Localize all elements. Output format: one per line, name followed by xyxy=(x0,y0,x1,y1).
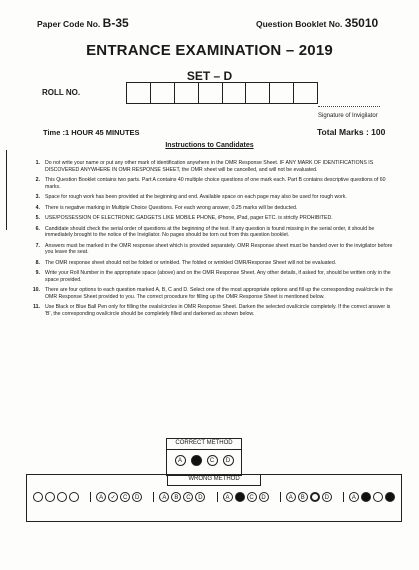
bubble-filled xyxy=(385,492,395,502)
instruction-item xyxy=(30,287,396,300)
time-allowed: Time :1 HOUR 45 MINUTES xyxy=(43,128,140,137)
roll-number-boxes[interactable] xyxy=(126,82,318,104)
instruction-text: The OMR response sheet should not be folded or wrinkled. The folded or wrinkled OMR/Response Sheet will not be evaluated. xyxy=(45,259,337,266)
instruction-item xyxy=(30,243,396,256)
instruction-text: USE/POSSESSION OF ELECTRONIC GADGETS LIKE MOBILE PHONE, iPhone, iPad, pager ETC. is strictly PROHIBITED. xyxy=(45,215,333,221)
bubble: A xyxy=(286,492,296,502)
total-marks: Total Marks : 100 xyxy=(317,127,386,137)
roll-label: ROLL NO. xyxy=(42,88,81,97)
booklet-number xyxy=(256,16,378,30)
bubble: A xyxy=(159,492,169,502)
roll-digit-box[interactable] xyxy=(175,83,199,103)
bubble: A xyxy=(349,492,359,502)
roll-digit-box[interactable] xyxy=(294,83,317,103)
bubble xyxy=(69,492,79,502)
instruction-item xyxy=(30,226,396,239)
bubble-ring xyxy=(310,492,320,502)
paper-code-value: B-35 xyxy=(102,16,129,30)
bubble xyxy=(33,492,43,502)
roll-digit-box[interactable] xyxy=(223,83,247,103)
instruction-number: 9. xyxy=(35,270,40,276)
margin-mark xyxy=(6,150,7,230)
instruction-number: 11. xyxy=(33,304,40,310)
instruction-text: Space for rough work has been provided at the beginning and end. Available space on each page may also be used for rough work. xyxy=(45,194,347,200)
bubble: B xyxy=(298,492,308,502)
wrong-method-box xyxy=(26,474,402,522)
instruction-number: 1. xyxy=(35,160,40,166)
wrong-group-tick xyxy=(90,492,144,502)
instruction-number: 5. xyxy=(35,215,40,221)
wrong-group-empty xyxy=(31,492,81,502)
instruction-number: 6. xyxy=(35,225,40,232)
instruction-item xyxy=(30,215,396,222)
roll-digit-box[interactable] xyxy=(246,83,270,103)
bubble-filled xyxy=(235,492,245,502)
instruction-item xyxy=(30,270,396,283)
instruction-text: Candidate should check the serial order of questions at the beginning of the test. If any question is found missing in the serial order, it should be immediately brought to the notice of the Invigilator. No pages should be torn out from this question booklet. xyxy=(45,225,375,238)
bubble xyxy=(45,492,55,502)
instruction-item xyxy=(30,194,396,201)
wrong-group-ring xyxy=(280,492,334,502)
correct-method-box xyxy=(166,438,242,476)
booklet-label: Question Booklet No. xyxy=(256,19,343,29)
bubble: C xyxy=(120,492,130,502)
instruction-number: 3. xyxy=(35,194,40,200)
bubble: A xyxy=(223,492,233,502)
bubble xyxy=(57,492,67,502)
bubble xyxy=(373,492,383,502)
instruction-item xyxy=(30,160,396,173)
roll-digit-box[interactable] xyxy=(127,83,151,103)
bubble-d: D xyxy=(223,455,234,466)
booklet-value: 35010 xyxy=(344,16,379,30)
correct-method-label: CORRECT METHOD xyxy=(167,439,241,450)
tick-bubble: ✓ xyxy=(108,492,118,502)
wrong-group-unmarked xyxy=(153,492,207,502)
instruction-number: 4. xyxy=(35,204,40,211)
wrong-method-label: WRONG METHOD xyxy=(167,475,261,486)
paper-code-label: Paper Code No. xyxy=(37,19,101,29)
instruction-text: Write your Roll Number in the appropriate space (above) and on the OMR Response Sheet. Any other details, if asked for, should be written only in the space provided. xyxy=(45,270,391,283)
bubble: D xyxy=(195,492,205,502)
bubble: B xyxy=(171,492,181,502)
instruction-text: There is negative marking in Multiple Choice Questions. For each wrong answer, 0.25 marks will be deducted. xyxy=(45,204,298,211)
set-label: SET – D xyxy=(186,69,233,83)
instruction-item xyxy=(30,205,396,212)
bubble: D xyxy=(132,492,142,502)
instruction-text: There are four options to each question marked A, B, C and D. Select one of the most appropriate options and fill up the corresponding oval/circle in the OMR Response Sheet provided to you. The correct procedure for filling up the OMR Response Sheet is mentioned below. xyxy=(45,287,393,300)
correct-bubbles xyxy=(167,450,241,466)
bubble-b-filled xyxy=(191,455,202,466)
instruction-number: 8. xyxy=(35,259,40,266)
bubble: D xyxy=(259,492,269,502)
bubble-filled xyxy=(361,492,371,502)
bubble: D xyxy=(322,492,332,502)
roll-digit-box[interactable] xyxy=(270,83,294,103)
instructions-heading: Instructions to Candidates xyxy=(165,142,254,149)
signature-line[interactable] xyxy=(318,106,380,107)
bubble: C xyxy=(183,492,193,502)
instruction-item xyxy=(30,177,396,190)
instruction-number: 2. xyxy=(35,177,40,183)
roll-digit-box[interactable] xyxy=(151,83,175,103)
wrong-group-single-fill xyxy=(217,492,271,502)
roll-digit-box[interactable] xyxy=(199,83,223,103)
paper-code xyxy=(37,16,129,30)
instruction-number: 7. xyxy=(35,242,40,249)
bubble: A xyxy=(96,492,106,502)
instruction-text: Answers must be marked in the OMR response sheet which is provided separately. OMR Response sheet must be handed over to the invigilator before you leave the seat. xyxy=(45,242,393,255)
instruction-item xyxy=(30,260,396,267)
instruction-text: Use Black or Blue Ball Pen only for filling the ovals/circles in OMR Response Sheet. Darken the selected oval/circle completely. If the correct answer is 'B', the corresponding oval/circle should be completely filled and darkened as shown below. xyxy=(45,304,391,317)
bubble-c: C xyxy=(207,455,218,466)
exam-title: ENTRANCE EXAMINATION – 2019 xyxy=(86,42,333,59)
instruction-text: Do not write your name or put any other mark of identification anywhere in the OMR Response Sheet. IF ANY MARK OF IDENTIFICATIONS IS DISCOVERED ANYWHERE IN OMR RESPONSE SHEET, the OMR sheet will be cancelled, and will not be evaluated. xyxy=(45,160,374,173)
instruction-item xyxy=(30,304,396,317)
wrong-bubbles xyxy=(27,486,401,502)
signature-label: Signature of Invigilator xyxy=(318,113,378,119)
instructions-list xyxy=(30,160,396,317)
instruction-text: This Question Booklet contains two parts. Part A contains 40 multiple choice questions of one mark each. Part B contains descriptive questions of 60 marks. xyxy=(45,177,386,190)
bubble: C xyxy=(247,492,257,502)
instruction-number: 10. xyxy=(32,287,40,293)
wrong-group-multi-fill xyxy=(343,492,397,502)
bubble-a: A xyxy=(175,455,186,466)
